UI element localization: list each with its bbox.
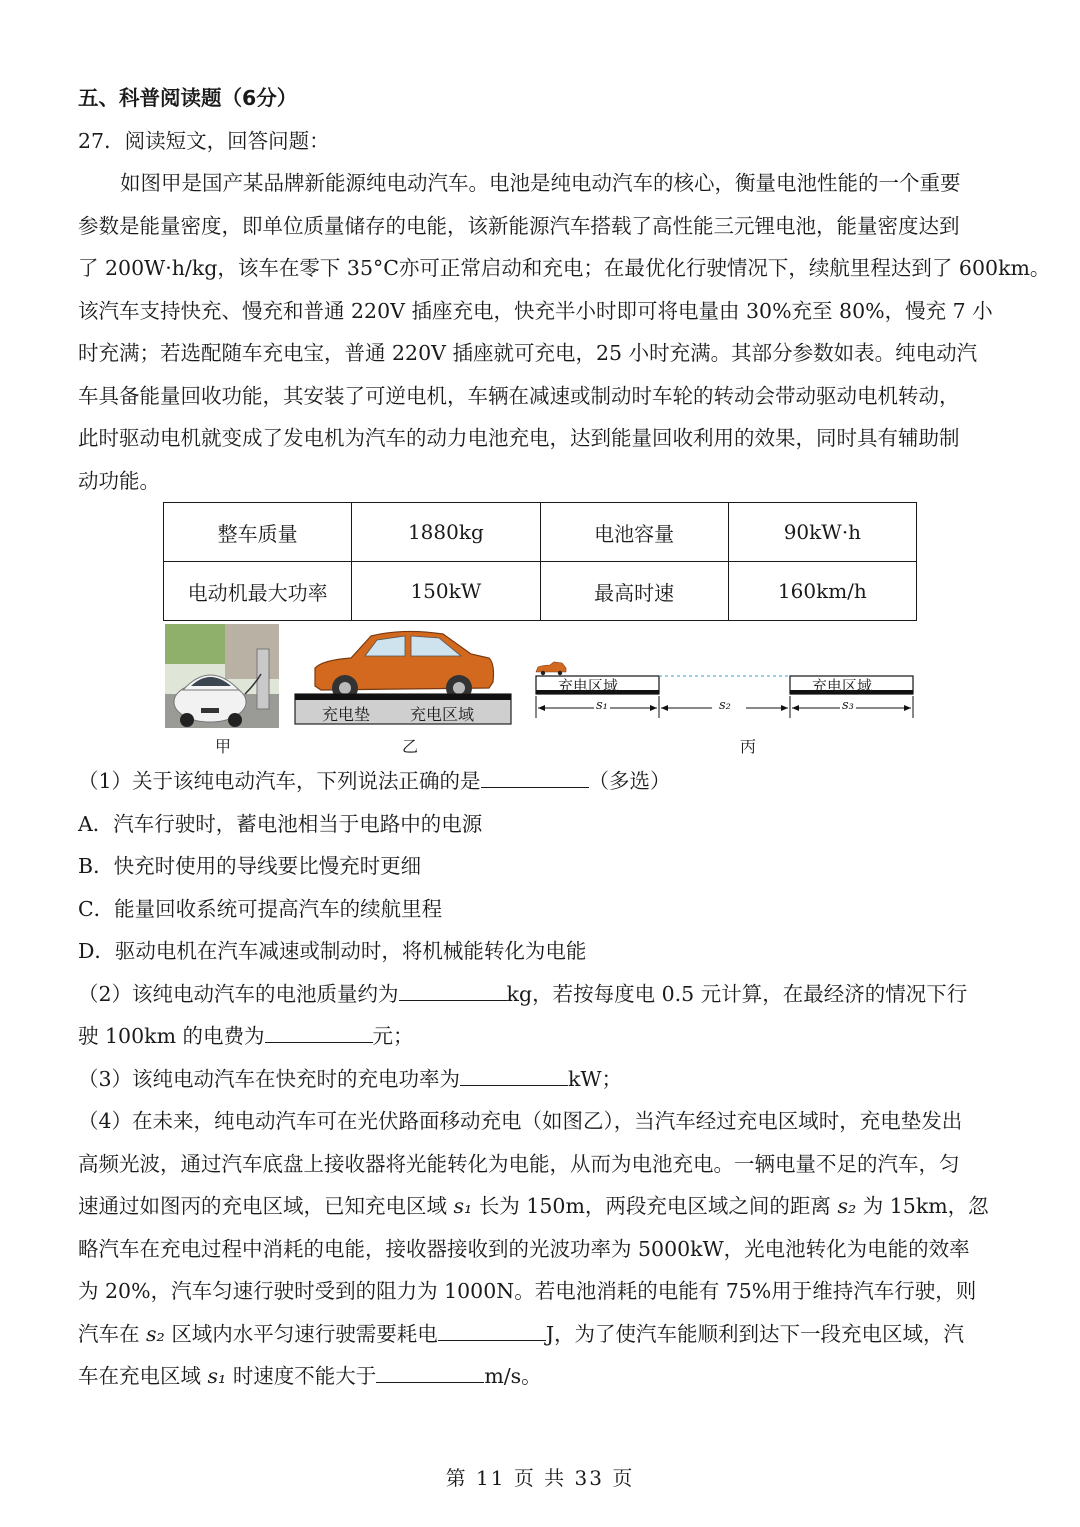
passage-line: 如图甲是国产某品牌新能源纯电动汽车。电池是纯电动汽车的核心，衡量电池性能的一个重要 — [120, 171, 961, 195]
table-cell: 150kW — [352, 562, 540, 621]
answer-blank[interactable] — [399, 982, 507, 1001]
zone-label-2: 充电区域 — [812, 677, 873, 695]
table-cell: 电动机最大功率 — [164, 562, 352, 621]
q2-line-2: 驶 100km 的电费为 元； — [78, 1024, 414, 1048]
passage-line: 车具备能量回收功能，其安装了可逆电机，车辆在减速或制动时车轮的转动会带动驱动电机转动， — [78, 384, 960, 408]
passage-line: 时充满；若选配随车充电宝，普通 220V 插座就可充电，25 小时充满。其部分参数如表。纯电动汽 — [78, 341, 978, 365]
page-footer: 第 11 页 共 33 页 — [445, 1466, 635, 1490]
passage-line: 参数是能量密度，即单位质量储存的电能，该新能源汽车搭载了高性能三元锂电池，能量密度达到 — [78, 214, 960, 238]
passage-line: 该汽车支持快充、慢充和普通 220V 插座充电，快充半小时即可将电量由 30%充至 80%，慢充 7 小 — [78, 299, 993, 323]
distance-s3: s₃ — [842, 698, 854, 713]
distance-s2: s₂ — [719, 698, 731, 713]
figure-caption-yi: 乙 — [402, 737, 419, 756]
q4-line: 车在充电区域 s₁ 时速度不能大于 m/s。 — [78, 1364, 542, 1388]
q1-option-a: A．汽车行驶时，蓄电池相当于电路中的电源 — [78, 812, 483, 836]
zone-label-1: 充电区域 — [558, 677, 619, 695]
q4-line: （4）在未来，纯电动汽车可在光伏路面移动充电（如图乙），当汽车经过充电区域时，充电垫发出 — [78, 1109, 963, 1133]
passage-line: 动功能。 — [78, 469, 160, 493]
answer-blank[interactable] — [460, 1067, 568, 1086]
section-title: 五、科普阅读题（6分） — [78, 86, 298, 110]
q1-stem: （1）关于该纯电动汽车，下列说法正确的是 （多选） — [78, 769, 671, 793]
q1-option-b: B．快充时使用的导线要比慢充时更细 — [78, 854, 422, 878]
table-cell: 1880kg — [352, 503, 540, 562]
figure-caption-jia: 甲 — [215, 737, 232, 756]
answer-blank[interactable] — [265, 1024, 373, 1043]
q4-line: 高频光波，通过汽车底盘上接收器将光能转化为电能，从而为电池充电。一辆电量不足的汽车，匀 — [78, 1152, 960, 1176]
answer-blank[interactable] — [481, 769, 589, 788]
q4-line: 速通过如图丙的充电区域，已知充电区域 s₁ 长为 150m，两段充电区域之间的距离 s₂ 为 15km，忽 — [78, 1194, 989, 1218]
table-cell: 最高时速 — [540, 562, 728, 621]
q4-line: 为 20%，汽车匀速行驶时受到的阻力为 1000N。若电池消耗的电能有 75%用于维持汽车行驶，则 — [78, 1279, 977, 1303]
table-cell: 90kW·h — [728, 503, 916, 562]
answer-blank[interactable] — [376, 1364, 484, 1383]
parameter-table — [163, 502, 917, 621]
table-row — [164, 503, 917, 562]
q2-line-1: （2）该纯电动汽车的电池质量约为 kg，若按每度电 0.5 元计算，在最经济的情况下行 — [78, 982, 968, 1006]
charging-pad-label: 充电垫 — [322, 705, 371, 724]
table-row — [164, 562, 917, 621]
question-intro: 27．阅读短文，回答问题： — [78, 129, 330, 153]
charging-zone-label: 充电区域 — [410, 705, 475, 724]
q3-line: （3）该纯电动汽车在快充时的充电功率为 kW； — [78, 1067, 623, 1091]
answer-blank[interactable] — [438, 1322, 546, 1341]
charging-car-photo — [165, 624, 279, 728]
passage-line: 此时驱动电机就变成了发电机为汽车的动力电池充电，达到能量回收利用的效果，同时具有辅助制 — [78, 426, 960, 450]
table-cell: 160km/h — [728, 562, 916, 621]
q1-option-c: C．能量回收系统可提高汽车的续航里程 — [78, 897, 443, 921]
passage-line: 了 200W·h/kg，该车在零下 35°C亦可正常启动和充电；在最优化行驶情况下，续航里程达到了 600km。 — [78, 256, 1051, 280]
q4-line: 汽车在 s₂ 区域内水平匀速行驶需要耗电 J，为了使汽车能顺利到达下一段充电区域，汽 — [78, 1322, 965, 1346]
q4-line: 略汽车在充电过程中消耗的电能，接收器接收到的光波功率为 5000kW，光电池转化为电能的效率 — [78, 1237, 970, 1261]
figure-caption-bing: 丙 — [740, 737, 757, 756]
q1-option-d: D．驱动电机在汽车减速或制动时，将机械能转化为电能 — [78, 939, 587, 963]
distance-s1: s₁ — [596, 698, 608, 713]
table-cell: 整车质量 — [164, 503, 352, 562]
table-cell: 电池容量 — [540, 503, 728, 562]
